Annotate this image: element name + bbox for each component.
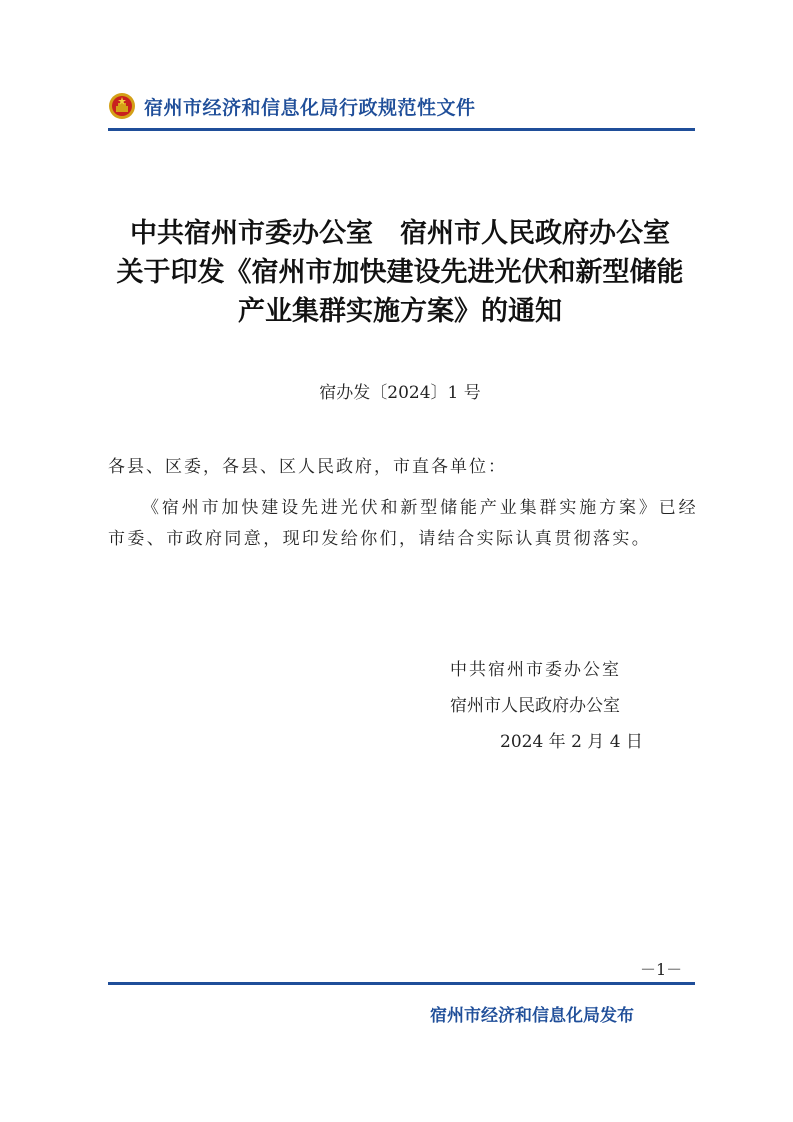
footer-divider <box>108 982 695 985</box>
signature-date: 2024 年 2 月 4 日 <box>500 732 643 752</box>
signature-org-2: 宿州市人民政府办公室 <box>450 696 620 716</box>
publisher-footer: 宿州市经济和信息化局发布 <box>430 1006 634 1026</box>
title-line-3: 产业集群实施方案》的通知 <box>238 296 562 327</box>
document-header <box>108 90 476 122</box>
title-line-2: 关于印发《宿州市加快建设先进光伏和新型储能 <box>116 257 684 288</box>
document-number: 宿办发〔2024〕1 号 <box>319 383 481 403</box>
document-title <box>100 214 700 331</box>
signature-block <box>450 652 643 760</box>
body-paragraph: 《宿州市加快建设先进光伏和新型储能产业集群实施方案》已经市委、市政府同意，现印发给你们，请结合实际认真贯彻落实。 <box>108 498 698 549</box>
document-body <box>108 452 698 555</box>
title-line-1: 中共宿州市委办公室 宿州市人民政府办公室 <box>130 218 670 249</box>
header-divider <box>108 128 695 131</box>
addressee: 各县、区委，各县、区人民政府，市直各单位： <box>108 457 507 477</box>
signature-org-1: 中共宿州市委办公室 <box>450 660 621 680</box>
national-emblem-icon <box>108 92 136 120</box>
header-title: 宿州市经济和信息化局行政规范性文件 <box>144 96 476 119</box>
page-number: －1－ <box>640 960 683 979</box>
